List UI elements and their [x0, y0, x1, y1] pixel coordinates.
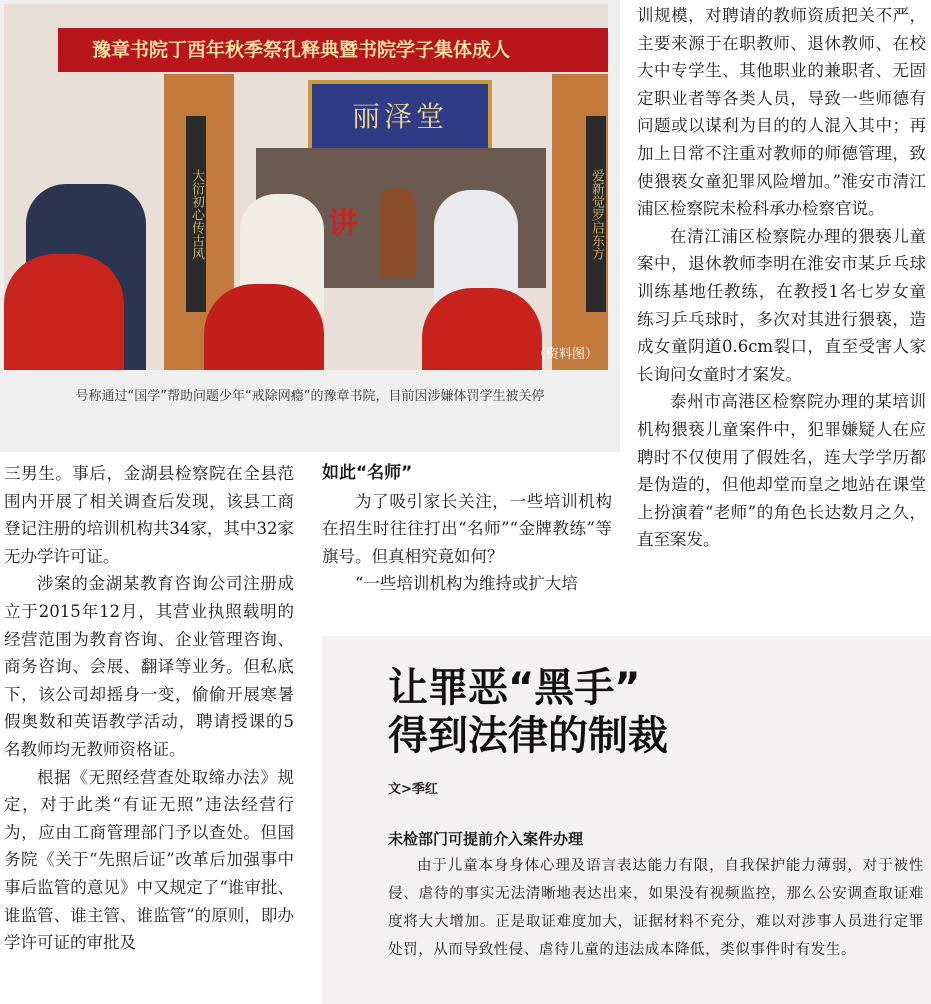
lecture-sign: 讲 [328, 206, 358, 241]
paragraph: 泰州市高港区检察院办理的某培训机构猥亵儿童案件中，犯罪嫌疑人在应聘时不仅使用了假姓名，连大学学历都是伪造的，但他却堂而皇之地站在课堂上扮演着“老师”的角色长达数月之久，直至案发。 [637, 392, 926, 550]
article-column-middle [322, 460, 612, 598]
section-heading: 如此“名师” [322, 463, 413, 483]
feature-title [388, 664, 668, 760]
student-left [4, 254, 124, 370]
paragraph: 在清江浦区检察院办理的猥亵儿童案中，退休教师李明在淮安市某乒乓球训练基地任教练，在教授1名七岁女童练习乒乓球时，多次对其进行猥亵，造成女童阴道0.6cm裂口，直至受害人家长询问女童时才案发。 [637, 226, 926, 384]
photo-panel [0, 0, 620, 452]
paragraph: 根据《无照经营查处取缔办法》规定，对于此类“有证无照”违法经营行为，应由工商管理部门予以查处。但国务院《关于“先照后证”改革后加强事中事后监管的意见》中又规定了“谁审批、谁监管、谁主管、谁监管”的原则，即办学许可证的审批及 [4, 767, 294, 953]
paragraph: 为了吸引家长关注，一些培训机构在招生时往往打出“名师”“金牌教练”等旗号。但真相究竟如何？ [322, 491, 612, 566]
article-column-right [637, 2, 926, 554]
section-heading: 未检部门可提前介入案件办理 [388, 830, 584, 848]
statue [380, 188, 416, 278]
feature-title-line2: 得到法律的制裁 [388, 713, 668, 759]
couplet-left: 大衍初心传古风 [186, 116, 206, 312]
paragraph: 涉案的金湖某教育咨询公司注册成立于2015年12月，其营业执照载明的经营范围为教育咨询、企业管理咨询、商务咨询、会展、翻译等业务。但私底下，该公司却摇身一变，偷偷开展寒暑假奥数和英语教学活动，聘请授课的5名教师均无教师资格证。 [4, 574, 294, 759]
paragraph: “一些培训机构为维持或扩大培 [355, 574, 578, 594]
paragraph: 三男生。事后，金湖县检察院在全县范围内开展了相关调查后发现，该县工商登记注册的培训机构共34家，其中32家无办学许可证。 [4, 464, 294, 566]
ceremony-photo [4, 4, 608, 370]
red-banner: 豫章书院丁酉年秋季祭孔释典暨书院学子集体成人 [58, 28, 608, 72]
photo-caption: 号称通过“国学”帮助问题少年“戒除网瘾”的豫章书院，目前因涉嫌体罚学生被关停 [75, 389, 545, 404]
paragraph: 训规模，对聘请的教师资质把关不严，主要来源于在职教师、退休教师、在校大中专学生、其他职业的兼职者、无固定职业者等各类人员，导致一些师德有问题或以谋利为目的的人混入其中；再加上日常不注重对教师的师德管理，致使猥亵女童犯罪风险增加。”淮安市清江浦区检察院未检科承办检察官说。 [637, 6, 926, 219]
feature-body [388, 852, 924, 964]
byline: 文>季红 [388, 782, 438, 797]
paragraph: 由于儿童本身身体心理及语言表达能力有限，自我保护能力薄弱，对于被性侵、虐待的事实无法清晰地表达出来，如果没有视频监控，那么公安调查取证难度将大大增加。正是取证难度加大，证据材料不充分，难以对涉事人员进行定罪处罚，从而导致性侵、虐待儿童的违法成本降低，类似事件时有发生。 [388, 858, 924, 958]
couplet-right: 爱新觉罗启东方 [586, 116, 606, 312]
hall-plaque: 丽泽堂 [308, 80, 492, 154]
feature-title-line1: 让罪恶“黑手” [388, 665, 641, 711]
article-column-left [4, 460, 294, 957]
student-middle [204, 284, 324, 370]
photo-credit: （资料图） [532, 347, 598, 362]
student-right [422, 288, 542, 370]
